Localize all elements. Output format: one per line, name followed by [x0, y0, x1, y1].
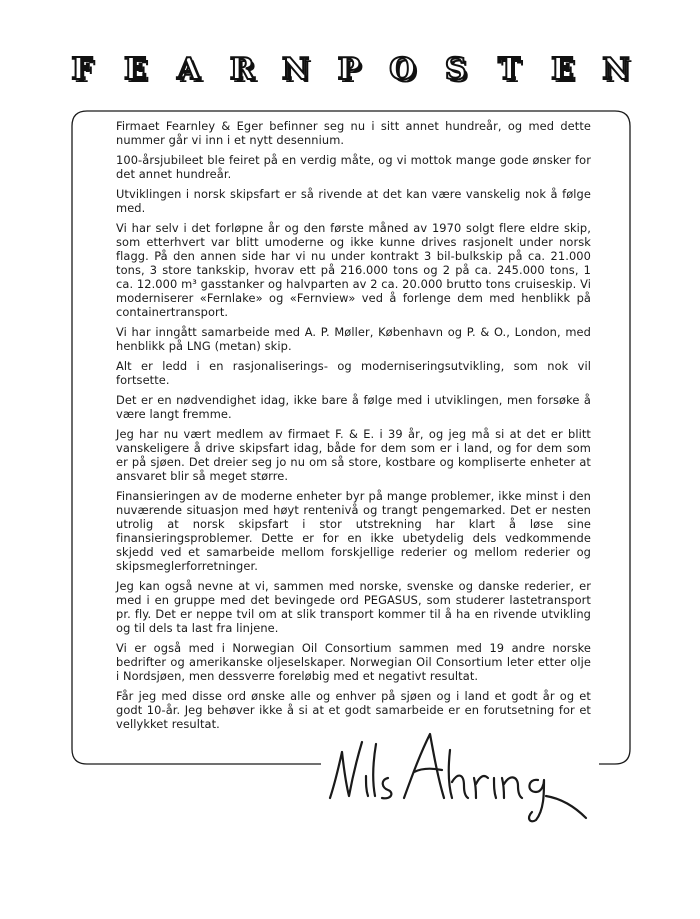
masthead-letter: O — [389, 52, 416, 87]
masthead-letter: P — [337, 52, 361, 87]
masthead-letter: E — [551, 52, 574, 87]
article-paragraph: Jeg kan også nevne at vi, sammen med norske, svenske og danske rederier, er med i en gruppe med det bevingede ord PEGASUS, som studerer lastetransport pr. fly. Det er neppe tvil om at slik transport kommer til å ha en rivende utvikling og til dels ta last fra linjene. — [116, 579, 591, 635]
article-paragraph: Alt er ledd i en rasjonaliserings- og moderniseringsutvikling, som nok vil fortsette. — [116, 359, 591, 387]
masthead-letter: S — [444, 52, 467, 87]
article-paragraph: Finansieringen av de moderne enheter byr på mange problemer, ikke minst i den nuværende situasjon med høyt rentenivå og trangt pengemarked. Det er nesten utrolig at norsk skipsfart i stor utstrekning har klart å løse sine finansieringsproblemer. Dette er for en ikke ubetydelig dels vedkommende skjedd ved et samarbeide mellom forskjellige rederier og mellom rederier og skipsmeglerforretninger. — [116, 489, 591, 573]
article-paragraph: Utviklingen i norsk skipsfart er så rivende at det kan være vanskelig nok å følge med. — [116, 187, 591, 215]
masthead-letter: N — [602, 52, 630, 87]
masthead-letter: T — [497, 52, 521, 87]
masthead-title — [64, 46, 634, 94]
article-paragraph: 100-årsjubileet ble feiret på en verdig måte, og vi mottok mange gode ønsker for det annet hundreår. — [116, 153, 591, 181]
handwritten-signature — [322, 726, 590, 826]
article-paragraph: Vi har inngått samarbeide med A. P. Møller, København og P. & O., London, med henblikk på LNG (metan) skip. — [116, 325, 591, 353]
article-paragraph: Firmaet Fearnley & Eger befinner seg nu i sitt annet hundreår, og med dette nummer går vi inn i et nytt desennium. — [116, 119, 591, 147]
article-paragraph: Det er en nødvendighet idag, ikke bare å følge med i utviklingen, men forsøke å være langt fremme. — [116, 393, 591, 421]
article-body — [116, 119, 591, 737]
masthead-letter: F — [71, 52, 93, 87]
masthead-letter: N — [281, 52, 310, 87]
article-paragraph: Vi er også med i Norwegian Oil Consortium sammen med 19 andre norske bedrifter og amerikanske oljeselskaper. Norwegian Oil Consortium leter etter olje i Nordsjøen, men dessverre foreløbig med et negativt resultat. — [116, 641, 591, 683]
masthead-letter: R — [229, 52, 255, 87]
article-paragraph: Får jeg med disse ord ønske alle og enhver på sjøen og i land et godt år og et godt 10-år. Jeg behøver ikke å si at et godt samarbeide er en forutsetning for et vellykket resultat. — [116, 689, 591, 731]
masthead-letter: A — [177, 52, 201, 87]
masthead-letter: E — [123, 52, 147, 87]
article-paragraph: Jeg har nu vært medlem av firmaet F. & E. i 39 år, og jeg må si at det er blitt vanskeligere å drive skipsfart idag, både for dem som er i land, og for dem som er på sjøen. Det dreier seg jo nu om så store, kostbare og kompliserte enheter at ansvaret blir så meget større. — [116, 427, 591, 483]
article-paragraph: Vi har selv i det forløpne år og den første måned av 1970 solgt flere eldre skip, som etterhvert var blitt umoderne og ikke kunne drives rasjonelt under norsk flagg. På den annen side har vi nu under kontrakt 3 bil-bulkskip på ca. 21.000 tons, 3 store tankskip, hvorav ett på 216.000 tons og 2 på ca. 245.000 tons, 1 ca. 12.000 m³ gasstanker og halvparten av 2 ca. 20.000 brutto tons cruiseskip. Vi moderniserer «Fernlake» og «Fernview» ved å forlenge dem med henblikk på containertransport. — [116, 221, 591, 319]
